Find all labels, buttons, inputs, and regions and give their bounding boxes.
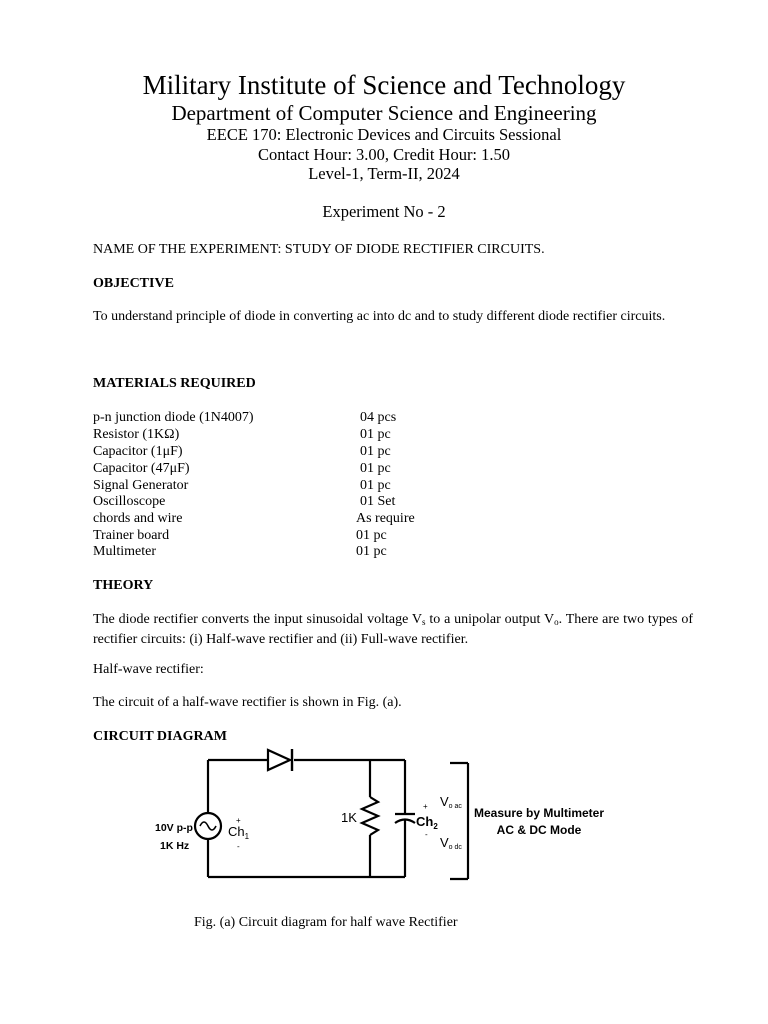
material-item-name: Trainer board [93,528,170,543]
objective-heading: OBJECTIVE [93,276,174,291]
material-item-qty: 01 pc [356,544,387,559]
ch2-minus: - [425,830,428,839]
ch2-label: $Ch_2$ [416,814,438,831]
theory-text-part: . There are two types of rectifier circuits: (i) Half-wave rectifier and (ii) Full-wave rectifier. [93,612,693,647]
material-item-name: p-n junction diode (1N4007) [93,410,254,425]
material-item-qty: 01 pc [356,528,387,543]
sine-wave-icon [200,822,216,830]
material-item-name: Multimeter [93,544,156,559]
measure-label-line2: AC & DC Mode [496,823,582,837]
material-item-qty: 01 Set [360,494,396,509]
half-wave-label: Half-wave rectifier: [93,662,204,677]
material-item-name: Capacitor (47μF) [93,461,190,476]
material-item-qty: 04 pcs [360,410,397,425]
material-item-qty: 01 pc [360,427,391,442]
course-title: EECE 170: Electronic Devices and Circuits Sessional [206,125,562,144]
half-wave-circuit-diagram [140,745,660,890]
measure-label-line1: Measure by Multimeter [473,806,605,820]
vo-ac-label: Vo ac [440,794,462,810]
theory-paragraph [93,611,693,648]
material-item-name: Resistor (1KΩ) [93,427,180,442]
theory-text-part: The diode rectifier converts the input sinusoidal voltage V [93,612,423,627]
institution-title: Military Institute of Science and Technology [142,70,626,100]
vo-dc-label: Vo dc [440,835,462,851]
source-frequency-label: 1K Hz [160,840,190,852]
objective-text: To understand principle of diode in converting ac into dc and to study different diode rectifier circuits. [93,309,666,324]
department-title: Department of Computer Science and Engineering [171,101,597,125]
course-hours: Contact Hour: 3.00, Credit Hour: 1.50 [257,145,511,164]
experiment-number: Experiment No - 2 [322,202,446,221]
material-item-name: Capacitor (1μF) [93,444,183,459]
material-item-qty: 01 pc [360,478,391,493]
diode-symbol [268,750,290,770]
circuit-heading: CIRCUIT DIAGRAM [93,729,227,744]
material-item-qty: 01 pc [360,444,391,459]
subscript-o: o [554,617,559,627]
circuit-intro: The circuit of a half-wave rectifier is shown in Fig. (a). [93,695,402,710]
resistor-symbol [362,797,378,835]
ch1-label: $Ch_1$ [228,824,250,841]
ch1-plus: + [236,816,241,825]
material-item-qty: As require [356,511,415,526]
figure-caption: Fig. (a) Circuit diagram for half wave Rectifier [194,915,458,930]
material-item-qty: 01 pc [360,461,391,476]
source-voltage-label: 10V p-p [155,822,193,834]
materials-heading: MATERIALS REQUIRED [93,376,256,391]
ch1-minus: - [237,842,240,851]
material-item-name: chords and wire [93,511,183,526]
ch2-plus: + [423,802,428,811]
theory-heading: THEORY [93,578,154,593]
material-item-name: Signal Generator [93,478,189,493]
subscript-s: s [422,617,426,627]
resistor-value-label: 1K [341,810,357,825]
course-level: Level-1, Term-II, 2024 [308,164,460,183]
experiment-name: NAME OF THE EXPERIMENT: STUDY OF DIODE RECTIFIER CIRCUITS. [93,242,545,257]
material-item-name: Oscilloscope [93,494,166,509]
theory-text-part: to a unipolar output V [425,612,555,627]
